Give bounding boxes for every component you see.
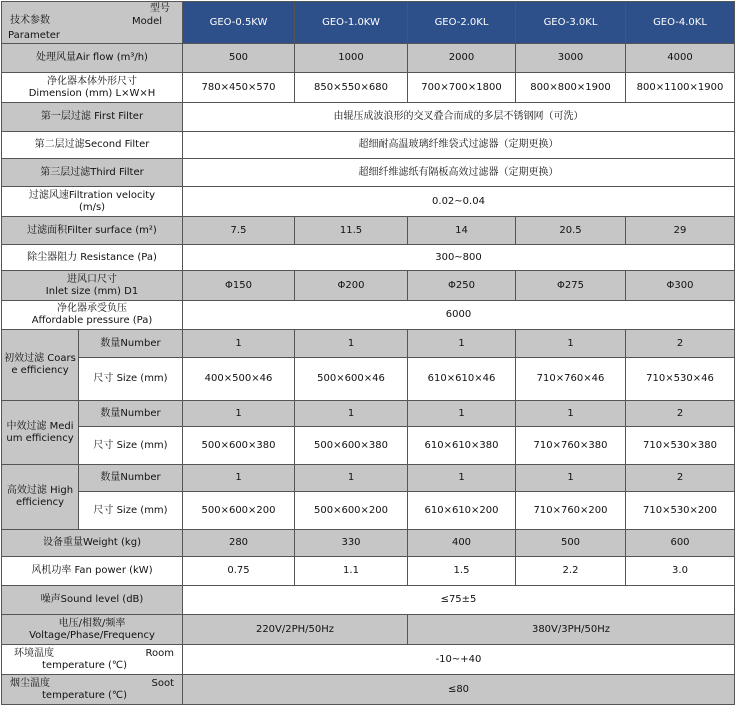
row-label-line [14,648,174,660]
table-row [2,427,735,465]
table-row [2,271,735,301]
cell-value: 2 [626,330,735,358]
cell-value: 6000 [183,301,735,330]
group-label-high: 高效过滤 High efficiency [2,465,79,530]
cell-value: 1.1 [295,557,408,586]
cell-value: 710×760×380 [516,427,626,465]
table-row [2,557,735,586]
cell-value: 850×550×680 [295,73,408,103]
row-label: 处理风量Air flow (m³/h) [2,44,183,73]
table-row [2,530,735,557]
cell-value: 400 [408,530,516,557]
cell-value: 610×610×380 [408,427,516,465]
cell-value: 1.5 [408,557,516,586]
cell-value: 610×610×200 [408,492,516,530]
cell-value: 600 [626,530,735,557]
cell-value: 0.02~0.04 [183,187,735,217]
cell-value: 1 [295,465,408,492]
table-row [2,301,735,330]
sub-label: 尺寸 Size (mm) [79,358,183,401]
cell-value: 500×600×200 [295,492,408,530]
table-row [2,586,735,615]
sub-label: 数量Number [79,330,183,358]
row-label: 过滤面积Filter surface (m²) [2,217,183,245]
cell-value: 14 [408,217,516,245]
table-row [2,492,735,530]
spec-table [1,1,735,705]
cell-value: 1 [516,401,626,427]
cell-value: 1 [295,330,408,358]
row-label-line: temperature (℃) [42,689,128,701]
table-row [2,401,735,427]
group-label-medium: 中效过滤 Medium efficiency [2,401,79,465]
model-header: GEO-2.0KL [408,2,516,44]
cell-value: 710×760×200 [516,492,626,530]
table-row [2,465,735,492]
row-label-line: Dimension (mm) L×W×H [28,87,156,99]
table-row [2,645,735,675]
table-row [2,187,735,217]
row-label-line: Affordable pressure (Pa) [31,315,153,326]
model-header: GEO-3.0KL [516,2,626,44]
cell-value: 1 [516,465,626,492]
header-row [2,2,735,44]
cell-value: 3.0 [626,557,735,586]
cell-value: 800×800×1900 [516,73,626,103]
row-label [2,301,183,330]
cell-value: 280 [183,530,295,557]
row-label: 第三层过滤Third Filter [2,159,183,187]
cell-value: 4000 [626,44,735,73]
cell-value: 2.2 [516,557,626,586]
cell-value: Φ150 [183,271,295,301]
cell-value: 710×530×380 [626,427,735,465]
cell-value: 700×700×1800 [408,73,516,103]
row-label: 设备重量Weight (kg) [2,530,183,557]
row-label-line: 净化器本体外形尺寸 [47,75,137,87]
cell-value: 20.5 [516,217,626,245]
param-en-label: Parameter [8,30,61,41]
cell-value: 0.75 [183,557,295,586]
table-row [2,245,735,271]
row-label: 除尘器阻力 Resistance (Pa) [2,245,183,271]
row-label: 第二层过滤Second Filter [2,132,183,159]
cell-value: 7.5 [183,217,295,245]
cell-value: ≤80 [183,675,735,705]
cell-value: 1 [408,401,516,427]
model-en-label: Model [131,16,162,27]
table-row [2,73,735,103]
cell-value: -10~+40 [183,645,735,675]
row-label: 风机功率 Fan power (kW) [2,557,183,586]
row-label [2,615,183,645]
cell-value: 500×600×46 [295,358,408,401]
cell-value: 400×500×46 [183,358,295,401]
table-row [2,675,735,705]
sub-label: 尺寸 Size (mm) [79,492,183,530]
row-label-line: temperature (℃) [42,659,128,671]
cell-value: 220V/2PH/50Hz [183,615,408,645]
cell-value: 500×600×200 [183,492,295,530]
cell-value: 500 [183,44,295,73]
row-label [2,73,183,103]
table-row [2,358,735,401]
cell-value: ≤75±5 [183,586,735,615]
table-row [2,217,735,245]
model-cn-label: 型号 [150,3,170,14]
cell-value: 500×600×380 [183,427,295,465]
cell-value: 由辊压成波浪形的交叉叠合而成的多层不锈钢网（可洗） [183,103,735,132]
cell-value: 500 [516,530,626,557]
cell-value: 710×530×200 [626,492,735,530]
row-label-line: Inlet size (mm) D1 [45,285,139,297]
model-header: GEO-4.0KL [626,2,735,44]
cell-value: 500×600×380 [295,427,408,465]
cell-value: 超细纤维滤纸有隔板高效过滤器（定期更换） [183,159,735,187]
cell-value: 2000 [408,44,516,73]
sub-label: 数量Number [79,401,183,427]
row-label: 第一层过滤 First Filter [2,103,183,132]
cell-value: 710×760×46 [516,358,626,401]
param-cn-label: 技术参数 [10,15,50,26]
cell-value: Φ250 [408,271,516,301]
label-cn: 环境温度 [14,647,54,659]
cell-value: 300~800 [183,245,735,271]
cell-value: 1 [183,330,295,358]
cell-value: 1 [408,330,516,358]
cell-value: 1 [295,401,408,427]
cell-value: 380V/3PH/50Hz [408,615,735,645]
table-row [2,330,735,358]
cell-value: 2 [626,401,735,427]
sub-label: 数量Number [79,465,183,492]
table-row [2,103,735,132]
cell-value: 780×450×570 [183,73,295,103]
row-label-line: 净化器承受负压 [57,303,127,314]
label-cn: 烟尘温度 [10,677,50,689]
header-parameter-cell [2,2,183,44]
cell-value: Φ200 [295,271,408,301]
cell-value: 3000 [516,44,626,73]
row-label [2,645,183,675]
sub-label: 尺寸 Size (mm) [79,427,183,465]
row-label [2,271,183,301]
cell-value: Φ275 [516,271,626,301]
cell-value: 超细耐高温玻璃纤维袋式过滤器（定期更换） [183,132,735,159]
cell-value: 11.5 [295,217,408,245]
cell-value: 29 [626,217,735,245]
cell-value: 1000 [295,44,408,73]
table-row [2,44,735,73]
cell-value: Φ300 [626,271,735,301]
row-label-line: 电压/相数/频率 [58,617,126,629]
cell-value: 1 [183,401,295,427]
label-en: Soot [151,677,174,689]
row-label-line: 过滤风速Filtration velocity [28,189,156,201]
row-label-line: Voltage/Phase/Frequency [29,629,155,641]
group-label-coarse: 初效过滤 Coarse efficiency [2,330,79,401]
cell-value: 610×610×46 [408,358,516,401]
table-row [2,615,735,645]
row-label-line [10,678,174,690]
row-label-line: 进风口尺寸 [67,273,117,285]
row-label [2,187,183,217]
cell-value: 1 [516,330,626,358]
row-label-line: (m/s) [78,201,106,213]
row-label [2,675,183,705]
table-row [2,159,735,187]
label-en: Room [145,647,174,659]
cell-value: 330 [295,530,408,557]
model-header: GEO-1.0KW [295,2,408,44]
cell-value: 1 [183,465,295,492]
cell-value: 2 [626,465,735,492]
model-header: GEO-0.5KW [183,2,295,44]
table-row [2,132,735,159]
row-label: 噪声Sound level (dB) [2,586,183,615]
cell-value: 710×530×46 [626,358,735,401]
cell-value: 1 [408,465,516,492]
cell-value: 800×1100×1900 [626,73,735,103]
